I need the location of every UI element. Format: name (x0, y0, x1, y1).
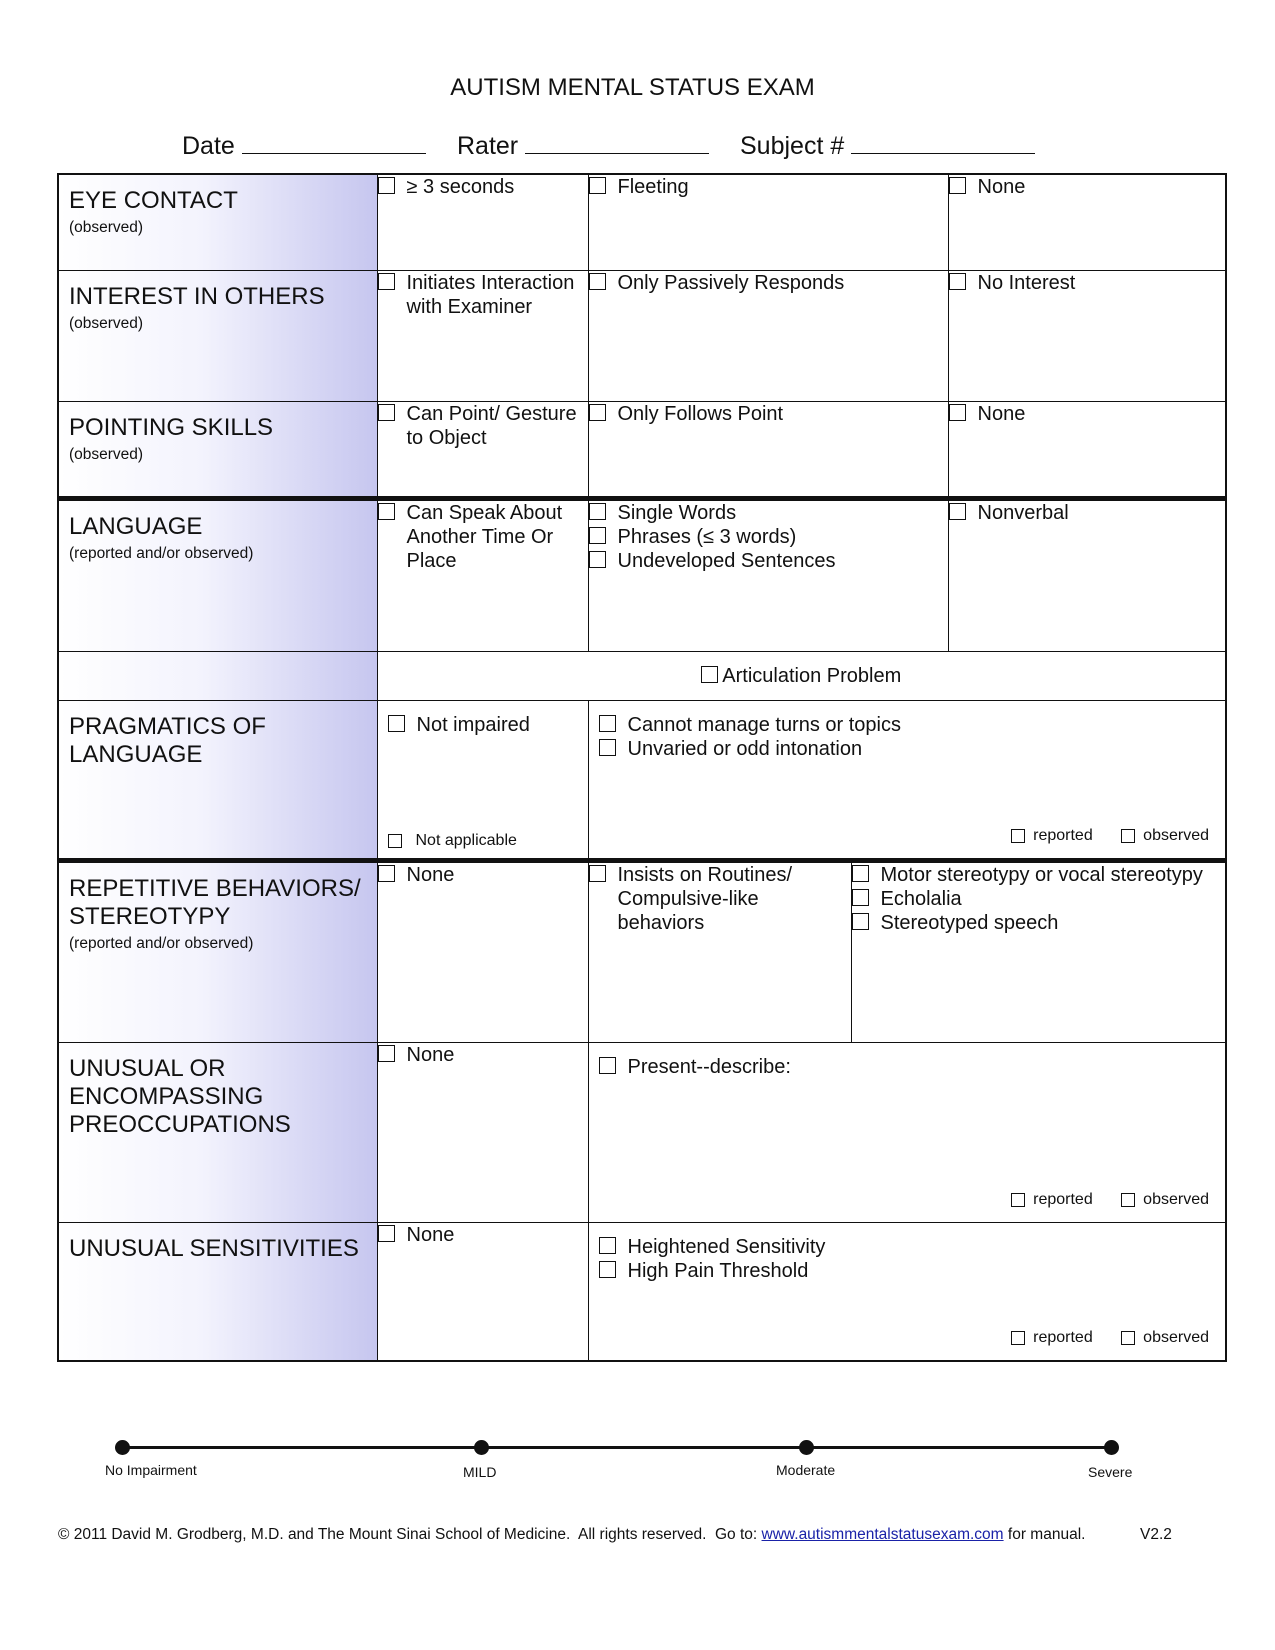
row-language (58, 498, 1226, 651)
row-pointing (58, 401, 1226, 498)
row-label: UNUSUAL SENSITIVITIES (69, 1234, 359, 1262)
option-label: Echolalia (880, 887, 962, 910)
option-cell (588, 700, 1226, 860)
checkbox[interactable] (589, 273, 606, 290)
checkbox[interactable] (1121, 1331, 1135, 1345)
scale-label-severe: Severe (1088, 1464, 1133, 1480)
checkbox[interactable] (388, 715, 405, 732)
row-pragmatics (58, 700, 1226, 860)
option[interactable] (378, 863, 588, 887)
label-cell (58, 1042, 377, 1222)
option-label: Heightened Sensitivity (627, 1235, 826, 1258)
checkbox[interactable] (949, 177, 966, 194)
row-sub: (observed) (69, 445, 144, 463)
checkbox[interactable] (599, 1261, 616, 1278)
footer-text: © 2011 David M. Grodberg, M.D. and The Mount Sinai School of Medicine. All rights reserved. Go to: (58, 1526, 762, 1543)
subject-label: Subject # (740, 132, 845, 160)
option-cell (377, 174, 588, 270)
option[interactable] (949, 402, 1226, 426)
option-cell (948, 270, 1226, 401)
source-tags (987, 827, 1209, 848)
checkbox[interactable] (589, 503, 606, 520)
option[interactable] (599, 1259, 1216, 1283)
option[interactable] (378, 664, 1226, 688)
tag-label: reported (1033, 1190, 1093, 1208)
checkbox[interactable] (378, 177, 395, 194)
option[interactable] (949, 501, 1226, 525)
option-label: Initiates Interaction with Examiner (406, 271, 575, 318)
scale-point-mild (474, 1440, 489, 1455)
option[interactable] (949, 175, 1226, 199)
row-preoccupations (58, 1042, 1226, 1222)
option-cell (377, 1042, 588, 1222)
checkbox[interactable] (599, 739, 616, 756)
option[interactable] (599, 713, 1216, 737)
row-sub: (observed) (69, 314, 144, 332)
checkbox[interactable] (949, 503, 966, 520)
option[interactable] (852, 863, 1226, 887)
option-label: Only Follows Point (617, 402, 784, 425)
checkbox[interactable] (589, 865, 606, 882)
option-label: Undeveloped Sentences (617, 549, 836, 572)
checkbox[interactable] (599, 1237, 616, 1254)
checkbox[interactable] (378, 273, 395, 290)
option[interactable] (589, 549, 948, 573)
option-label: None (406, 1043, 455, 1066)
option[interactable] (599, 1235, 1216, 1259)
reported-option[interactable] (1011, 1329, 1093, 1347)
row-sub: (reported and/or observed) (69, 934, 254, 952)
checkbox[interactable] (589, 404, 606, 421)
rater-line[interactable] (525, 131, 709, 154)
label-cell (58, 174, 377, 270)
option[interactable] (388, 713, 578, 737)
checkbox[interactable] (1011, 1331, 1025, 1345)
option-cell (377, 651, 1226, 700)
option[interactable] (378, 1223, 588, 1247)
scale-label-none: No Impairment (105, 1462, 197, 1478)
row-sub: (reported and/or observed) (69, 544, 254, 562)
option[interactable] (589, 271, 948, 295)
option-cell (588, 1222, 1226, 1361)
option-cell (588, 498, 948, 651)
option-label: Phrases (≤ 3 words) (617, 525, 797, 548)
option-label: Unvaried or odd intonation (627, 737, 863, 760)
option[interactable] (589, 525, 948, 549)
option[interactable] (852, 911, 1226, 935)
scale-point-none (115, 1440, 130, 1455)
option-label: Can Speak About Another Time Or Place (406, 501, 563, 572)
checkbox[interactable] (701, 666, 718, 683)
option-cell (377, 270, 588, 401)
option-label: Only Passively Responds (617, 271, 845, 294)
option-label: Present--describe: (627, 1055, 791, 1078)
checkbox[interactable] (589, 527, 606, 544)
exam-table (57, 173, 1227, 1362)
option[interactable] (378, 271, 588, 319)
reported-option[interactable] (1011, 1191, 1093, 1209)
row-articulation (58, 651, 1226, 700)
label-cell (58, 651, 377, 700)
checkbox[interactable] (1011, 1193, 1025, 1207)
option-label: No Interest (977, 271, 1076, 294)
option[interactable] (589, 175, 948, 199)
option-label: Single Words (617, 501, 737, 524)
footer-suffix: for manual. (1003, 1526, 1086, 1543)
checkbox[interactable] (949, 404, 966, 421)
row-label: EYE CONTACT (69, 187, 238, 214)
option-label: High Pain Threshold (627, 1259, 809, 1282)
checkbox[interactable] (378, 865, 395, 882)
tag-label: reported (1033, 826, 1093, 844)
row-sub: (observed) (69, 219, 144, 236)
checkbox[interactable] (949, 273, 966, 290)
option[interactable] (589, 402, 948, 426)
reported-option[interactable] (1011, 827, 1093, 845)
checkbox[interactable] (852, 913, 869, 930)
row-label: PRAGMATICS OF LANGUAGE (69, 712, 266, 768)
option-cell (377, 1222, 588, 1361)
option-cell (851, 860, 1226, 1042)
option[interactable] (378, 175, 588, 199)
observed-option[interactable] (1121, 827, 1209, 845)
option-cell (377, 860, 588, 1042)
version-label: V2.2 (1140, 1526, 1172, 1543)
rater-field[interactable] (457, 131, 709, 161)
tag-label: observed (1143, 1190, 1209, 1208)
option-cell (588, 270, 948, 401)
date-label: Date (182, 132, 235, 160)
observed-option[interactable] (1121, 1191, 1209, 1209)
option[interactable] (589, 501, 948, 525)
row-label: INTEREST IN OTHERS (69, 282, 325, 310)
option[interactable] (378, 402, 588, 450)
option-label: Insists on Routines/ Compulsive-like behaviors (617, 863, 793, 934)
option[interactable] (852, 887, 1226, 911)
scale-label-moderate: Moderate (776, 1462, 836, 1478)
option-label: Stereotyped speech (880, 911, 1059, 934)
label-cell (58, 401, 377, 498)
option[interactable] (388, 832, 517, 850)
option-label: Motor stereotypy or vocal stereotypy (880, 863, 1203, 886)
option[interactable] (599, 737, 1216, 761)
checkbox[interactable] (1011, 829, 1025, 843)
option[interactable] (949, 271, 1226, 295)
option-label: Fleeting (617, 176, 689, 198)
option-cell (948, 498, 1226, 651)
option-label: Cannot manage turns or topics (627, 713, 901, 736)
option-cell (948, 174, 1226, 270)
tag-label: observed (1143, 1329, 1209, 1346)
option-label: Not applicable (415, 831, 517, 849)
option-label: None (406, 863, 455, 886)
option-label: None (977, 402, 1026, 425)
option-label: None (406, 1223, 455, 1246)
checkbox[interactable] (378, 1045, 395, 1062)
option-cell (948, 401, 1226, 498)
row-label: POINTING SKILLS (69, 413, 274, 441)
checkbox[interactable] (378, 1225, 395, 1242)
scale-label-mild: MILD (463, 1464, 497, 1480)
option-cell (377, 700, 588, 860)
tag-label: reported (1033, 1329, 1093, 1346)
option-cell (377, 498, 588, 651)
option[interactable] (378, 1043, 588, 1067)
checkbox[interactable] (599, 1057, 616, 1074)
subject-line[interactable] (851, 131, 1035, 154)
option-label: Articulation Problem (722, 664, 902, 687)
row-interest (58, 270, 1226, 401)
checkbox[interactable] (852, 865, 869, 882)
checkbox[interactable] (589, 551, 606, 568)
option[interactable] (378, 501, 588, 573)
page-title: AUTISM MENTAL STATUS EXAM (450, 74, 815, 101)
checkbox[interactable] (1121, 1193, 1135, 1207)
date-line[interactable] (242, 131, 426, 154)
date-field[interactable] (182, 131, 426, 161)
checkbox[interactable] (1121, 829, 1135, 843)
subject-field[interactable] (740, 131, 1035, 161)
option-cell (588, 401, 948, 498)
option-cell (588, 1042, 1226, 1222)
source-tags (987, 1191, 1209, 1212)
option-label: Can Point/ Gesture to Object (406, 402, 577, 449)
row-label: LANGUAGE (69, 512, 203, 540)
option-cell (588, 174, 948, 270)
row-sensitivities (58, 1222, 1226, 1361)
severity-scale-line (122, 1446, 1112, 1449)
checkbox[interactable] (378, 503, 395, 520)
scale-point-severe (1104, 1440, 1119, 1455)
row-label: REPETITIVE BEHAVIORS/ STEREOTYPY (69, 874, 361, 930)
footer (58, 1526, 1085, 1544)
checkbox[interactable] (852, 889, 869, 906)
observed-option[interactable] (1121, 1329, 1209, 1347)
option[interactable] (599, 1055, 1216, 1079)
checkbox[interactable] (589, 177, 606, 194)
option-cell (588, 860, 851, 1042)
label-cell (58, 498, 377, 651)
row-repetitive (58, 860, 1226, 1042)
option-label: None (977, 176, 1026, 198)
label-cell (58, 860, 377, 1042)
label-cell (58, 700, 377, 860)
option-cell (377, 401, 588, 498)
option-label: ≥ 3 seconds (406, 176, 515, 198)
option[interactable] (589, 863, 851, 935)
label-cell (58, 270, 377, 401)
tag-label: observed (1143, 826, 1209, 844)
label-cell (58, 1222, 377, 1361)
row-label: UNUSUAL OR ENCOMPASSING PREOCCUPATIONS (69, 1054, 291, 1138)
option-label: Not impaired (416, 713, 530, 736)
checkbox[interactable] (378, 404, 395, 421)
row-eye-contact (58, 174, 1226, 270)
option-label: Nonverbal (977, 501, 1069, 524)
checkbox[interactable] (388, 834, 402, 848)
rater-label: Rater (457, 132, 519, 160)
source-tags (987, 1329, 1209, 1350)
manual-link[interactable]: www.autismmentalstatusexam.com (761, 1526, 1004, 1543)
checkbox[interactable] (599, 715, 616, 732)
scale-point-moderate (799, 1440, 814, 1455)
